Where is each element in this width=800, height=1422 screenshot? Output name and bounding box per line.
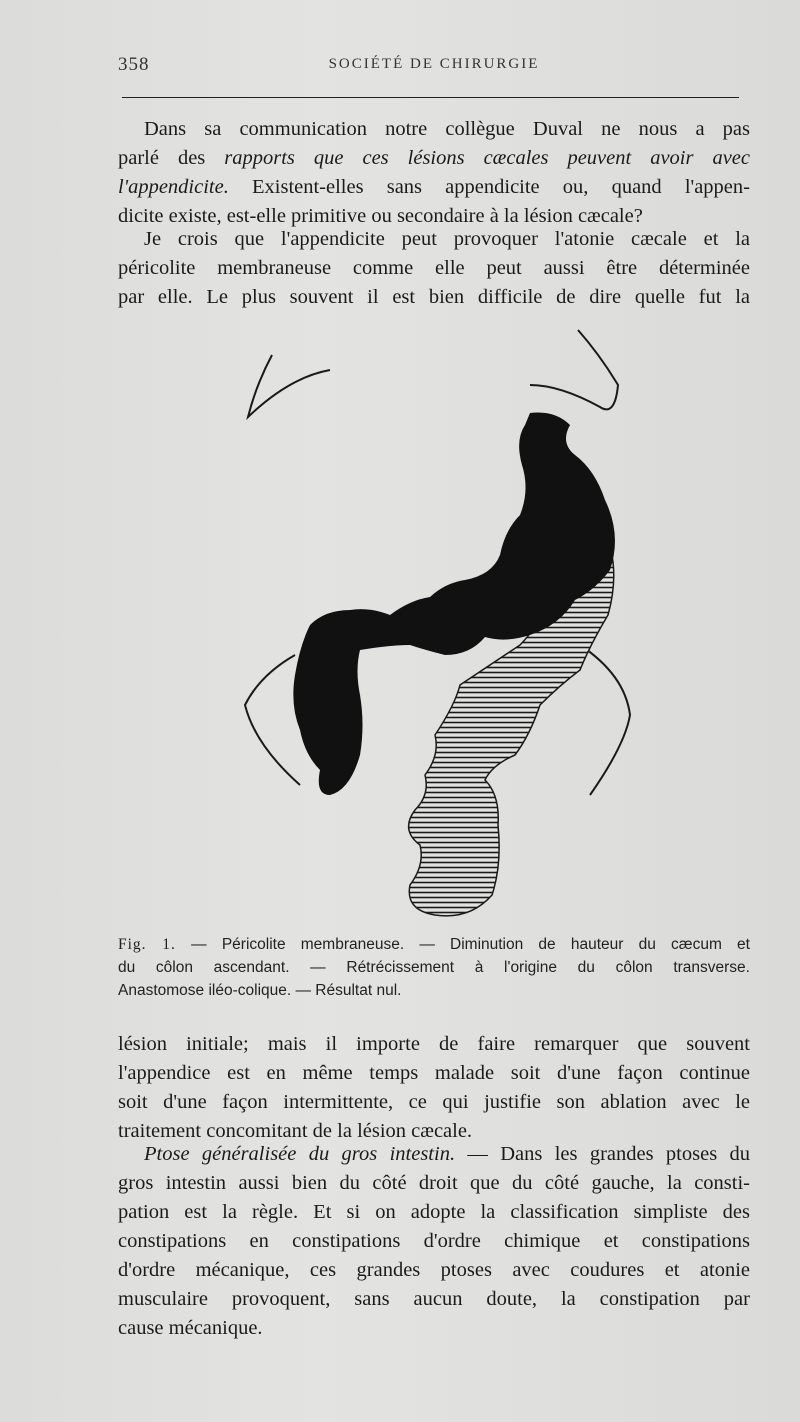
outline-curve [245,655,300,785]
text-line: Ptose généralisée du gros intestin. — Dans les grandes ptoses du [144,1143,751,1165]
text-line: constipations en constipations d'ordre chimique et constipations [118,1230,750,1252]
text-line: Dans sa communication notre collègue Duval ne nous a pas [144,118,750,140]
paragraph-3 [118,1030,750,1146]
page-header [118,54,750,80]
paragraph-4 [118,1140,750,1343]
text-line: par elle. Le plus souvent il est bien difficile de dire quelle fut la [118,286,750,308]
section-heading-italic: Ptose généralisée du gros intestin. [144,1143,456,1165]
text-line: d'ordre mécanique, ces grandes ptoses avec coudures et atonie [118,1259,750,1281]
caption-line: Anastomose iléo-colique. — Résultat nul. [118,982,402,999]
figure-caption [118,933,750,1002]
outline-curve [530,330,618,409]
outline-curve [248,355,330,417]
text-line: musculaire provoquent, sans aucun doute, la constipation par [118,1288,750,1310]
caption-line: du côlon ascendant. — Rétrécissement à l'origine du côlon transverse. [118,959,750,976]
figure-label: Fig. 1. [118,936,176,953]
text-line: l'appendicite. Existent-elles sans appendicite ou, quand l'appen- [118,176,750,198]
running-title: SOCIÉTÉ DE CHIRURGIE [328,56,540,72]
text-line: gros intestin aussi bien du côté droit que du côté gauche, la consti- [118,1172,750,1194]
text-line: cause mécanique. [118,1317,263,1339]
paragraph-2 [118,225,750,312]
text-line: Je crois que l'appendicite peut provoquer l'atonie cæcale et la [144,228,750,250]
text-line: l'appendice est en même temps malade soit d'une façon continue [118,1062,750,1084]
caption-line: Fig. 1. — Péricolite membraneuse. — Diminution de hauteur du cæcum et [118,936,750,953]
text-line: dicite existe, est-elle primitive ou secondaire à la lésion cæcale? [118,205,643,227]
text-line: pation est la règle. Et si on adopte la classification simpliste des [118,1201,750,1223]
text-line: traitement concomitant de la lésion cæcale. [118,1120,473,1142]
outline-curve [580,645,630,795]
text-line: parlé des rapports que ces lésions cæcales peuvent avoir avec [118,147,750,169]
text-line: soit d'une façon intermittente, ce qui justifie son ablation avec le [118,1091,750,1113]
colon-illustration [230,325,650,925]
paragraph-1 [118,115,750,231]
text-line: péricolite membraneuse comme elle peut aussi être déterminée [118,257,750,279]
text-line: lésion initiale; mais il importe de faire remarquer que souvent [118,1033,750,1055]
page-number: 358 [118,54,150,75]
header-rule [122,97,739,98]
